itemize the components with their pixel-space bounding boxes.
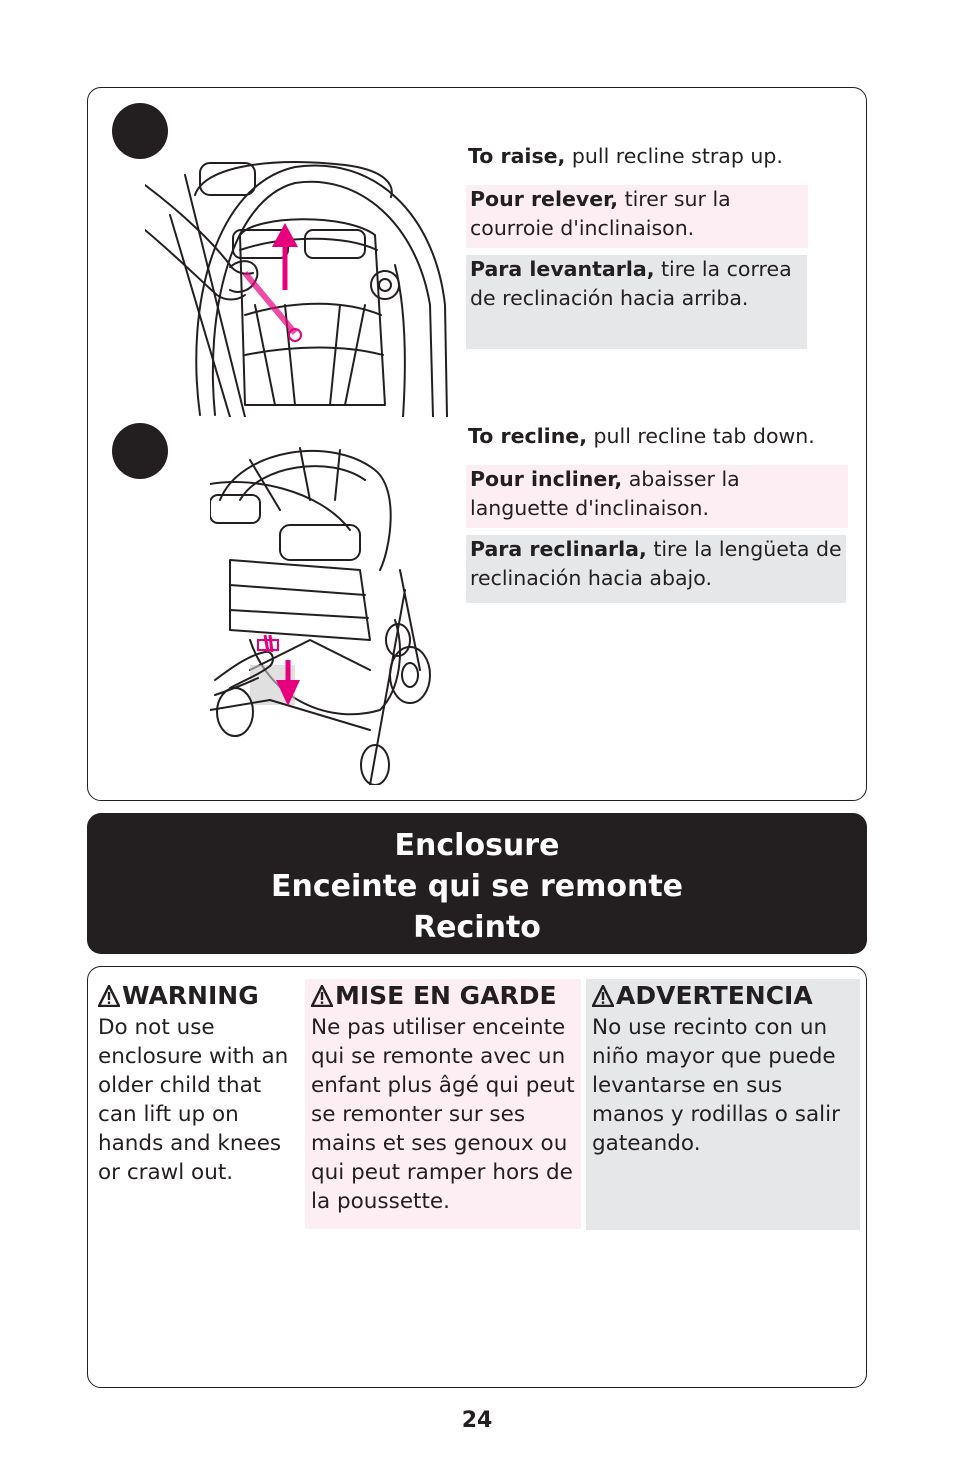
raise-fr-lead: Pour relever, bbox=[470, 187, 619, 211]
section-title-en: Enclosure bbox=[394, 828, 560, 863]
raise-en-lead: To raise, bbox=[468, 144, 566, 168]
recline-instruction-fr bbox=[466, 465, 848, 528]
warning-en-body: Do not use enclosure with an older child that can lift up on hands and knees or crawl out. bbox=[98, 1015, 289, 1185]
recline-tab-illustration bbox=[210, 440, 442, 785]
page-number: 24 bbox=[461, 1408, 493, 1433]
recline-en-lead: To recline, bbox=[468, 424, 587, 448]
section-title-fr: Enceinte qui se remonte bbox=[270, 869, 684, 904]
warning-fr bbox=[305, 979, 581, 1229]
recline-fr-text: abaisser la languette d'inclinaison. bbox=[470, 467, 740, 520]
warning-es-body: No use recinto con un niño mayor que puede levantarse en sus manos y rodillas o salir gateando. bbox=[592, 1015, 840, 1156]
raise-en-text: pull recline strap up. bbox=[565, 144, 783, 168]
warning-triangle-icon bbox=[98, 985, 120, 1007]
raise-es-text: tire la correa de reclinación hacia arriba. bbox=[470, 257, 792, 310]
warning-triangle-icon bbox=[592, 985, 614, 1007]
raise-instruction-en bbox=[468, 142, 808, 171]
step-1-marker bbox=[112, 103, 168, 159]
recline-instruction-es bbox=[466, 535, 846, 603]
recline-en-text: pull recline tab down. bbox=[587, 424, 815, 448]
warning-fr-body: Ne pas utiliser enceinte qui se remonte avec un enfant plus âgé qui peut se remonter sur ses mains et ses genoux ou qui peut ramper hors de la poussette. bbox=[311, 1015, 575, 1214]
warning-es bbox=[586, 979, 860, 1230]
section-title-es: Recinto bbox=[413, 910, 541, 945]
warning-en-title: WARNING bbox=[122, 981, 259, 1010]
raise-es-lead: Para levantarla, bbox=[470, 257, 655, 281]
raise-instruction-es bbox=[466, 255, 807, 349]
recline-instruction-en bbox=[468, 422, 848, 451]
raise-recline-strap-illustration bbox=[145, 155, 450, 417]
warning-en bbox=[92, 979, 297, 1197]
raise-fr-text: tirer sur la courroie d'inclinaison. bbox=[470, 187, 731, 240]
recline-fr-lead: Pour incliner, bbox=[470, 467, 623, 491]
warning-triangle-icon bbox=[311, 985, 333, 1007]
warning-es-title: ADVERTENCIA bbox=[616, 981, 813, 1010]
raise-instruction-fr bbox=[466, 185, 808, 248]
section-header bbox=[87, 813, 867, 954]
warning-fr-title: MISE EN GARDE bbox=[335, 981, 557, 1010]
step-2-marker bbox=[112, 423, 168, 479]
recline-es-lead: Para reclinarla, bbox=[470, 537, 647, 561]
recline-es-text: tire la lengüeta de reclinación hacia abajo. bbox=[470, 537, 842, 590]
